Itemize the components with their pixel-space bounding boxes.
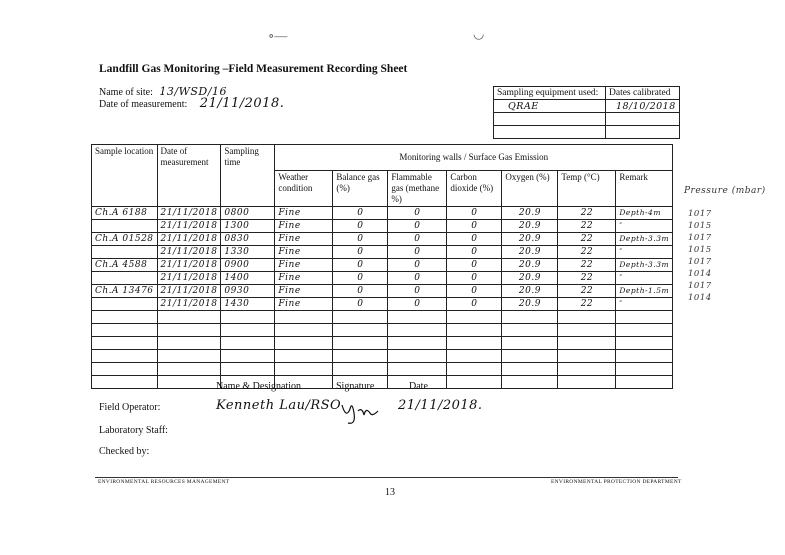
pressure-value: 1017 [688,257,712,267]
empty-cell [157,337,221,350]
empty-row [92,337,673,350]
cell-date: 21/11/2018 [157,246,221,259]
cell-time: 0830 [221,233,275,246]
header-temp: Temp (°C) [558,171,616,207]
pressure-value: 1017 [688,233,712,243]
cell-location [92,246,158,259]
cell-balance-gas: 0 [333,246,388,259]
cell-oxygen: 20.9 [502,298,558,311]
cell-oxygen: 20.9 [502,207,558,220]
cell-flammable-gas: 0 [388,285,447,298]
cell-remark: Depth-1.5m [616,285,673,298]
table-row [92,220,673,233]
empty-cell [388,350,447,363]
cell-time: 0930 [221,285,275,298]
cell-temp: 22 [558,259,616,272]
cell-time: 1430 [221,298,275,311]
empty-cell [221,350,275,363]
cell-time: 1300 [221,220,275,233]
cell-temp: 22 [558,246,616,259]
cell-weather: Fine [275,246,333,259]
site-value: 13/WSD/16 [159,85,227,98]
cell-weather: Fine [275,298,333,311]
cell-date: 21/11/2018 [157,233,221,246]
pressure-column [688,208,712,304]
empty-row [92,363,673,376]
laboratory-staff-label: Laboratory Staff: [99,425,168,436]
equipment-empty-cell [494,126,606,139]
header-remark: Remark [616,171,673,207]
name-designation-header: Name & Designation [216,381,301,392]
cell-temp: 22 [558,220,616,233]
empty-cell [388,311,447,324]
header-balance-gas: Balance gas (%) [333,171,388,207]
empty-cell [157,363,221,376]
empty-row [92,311,673,324]
empty-cell [558,324,616,337]
header-weather: Weather condition [275,171,333,207]
header-date-of-measurement: Date of measurement [157,145,221,207]
equipment-empty-cell [494,113,606,126]
empty-row [92,376,673,389]
cell-date: 21/11/2018 [157,220,221,233]
scan-mark-right: ◡ [473,26,485,41]
field-operator-label: Field Operator: [99,402,161,413]
empty-cell [333,363,388,376]
empty-cell [558,337,616,350]
empty-cell [92,363,158,376]
empty-cell [333,324,388,337]
cell-date: 21/11/2018 [157,285,221,298]
cell-date: 21/11/2018 [157,259,221,272]
pressure-value: 1015 [688,245,712,255]
empty-cell [502,324,558,337]
cell-oxygen: 20.9 [502,246,558,259]
signature-header: Signature [336,381,375,392]
header-oxygen: Oxygen (%) [502,171,558,207]
cell-date: 21/11/2018 [157,207,221,220]
cell-flammable-gas: 0 [388,259,447,272]
measurement-table [91,144,673,389]
empty-cell [92,311,158,324]
empty-cell [447,324,502,337]
footer-right: ENVIRONMENTAL PROTECTION DEPARTMENT [551,479,682,485]
empty-row [92,350,673,363]
cell-weather: Fine [275,285,333,298]
cell-carbon-dioxide: 0 [447,246,502,259]
header-carbon-dioxide: Carbon dioxide (%) [447,171,502,207]
empty-cell [502,311,558,324]
empty-cell [447,350,502,363]
cell-balance-gas: 0 [333,233,388,246]
field-operator-date: 21/11/2018. [398,398,483,413]
empty-cell [275,350,333,363]
cell-oxygen: 20.9 [502,220,558,233]
empty-cell [221,324,275,337]
cell-remark: ″ [616,246,673,259]
cell-weather: Fine [275,259,333,272]
empty-cell [388,324,447,337]
header-sample-location: Sample location [92,145,158,207]
calibrated-empty-cell [606,113,680,126]
cell-balance-gas: 0 [333,207,388,220]
cell-remark: ″ [616,272,673,285]
cell-carbon-dioxide: 0 [447,259,502,272]
cell-weather: Fine [275,272,333,285]
scan-mark-left: ∘— [268,28,288,43]
cell-flammable-gas: 0 [388,246,447,259]
empty-row [92,324,673,337]
cell-weather: Fine [275,220,333,233]
cell-carbon-dioxide: 0 [447,285,502,298]
cell-time: 1330 [221,246,275,259]
calibrated-value: 18/10/2018 [606,100,680,113]
pressure-value: 1014 [688,269,712,279]
cell-location: Ch.A 01528 [92,233,158,246]
equipment-header: Sampling equipment used: [494,87,606,100]
empty-cell [558,376,616,389]
cell-location [92,298,158,311]
empty-cell [502,337,558,350]
pressure-value: 1015 [688,221,712,231]
empty-cell [275,324,333,337]
header-flammable-gas: Flammable gas (methane %) [388,171,447,207]
empty-cell [92,350,158,363]
empty-cell [558,350,616,363]
cell-temp: 22 [558,298,616,311]
empty-cell [388,363,447,376]
table-row [92,233,673,246]
empty-cell [558,363,616,376]
pressure-value: 1017 [688,281,712,291]
cell-temp: 22 [558,285,616,298]
empty-cell [275,311,333,324]
date-value: 21/11/2018. [199,96,285,111]
empty-cell [447,376,502,389]
pressure-value: 1014 [688,293,712,303]
table-row [92,285,673,298]
cell-temp: 22 [558,233,616,246]
pressure-value: 1017 [688,209,712,219]
cell-flammable-gas: 0 [388,298,447,311]
cell-balance-gas: 0 [333,298,388,311]
document-title: Landfill Gas Monitoring –Field Measurement Recording Sheet [99,63,408,75]
header-monitoring-group: Monitoring walls / Surface Gas Emission [275,145,673,171]
date-label: Date of measurement: [99,99,188,110]
cell-temp: 22 [558,207,616,220]
table-row [92,259,673,272]
cell-remark: ″ [616,220,673,233]
empty-cell [616,337,673,350]
equipment-table [493,86,680,139]
cell-flammable-gas: 0 [388,272,447,285]
cell-flammable-gas: 0 [388,207,447,220]
empty-cell [616,376,673,389]
cell-remark: Depth-3.3m [616,259,673,272]
empty-cell [558,311,616,324]
empty-cell [333,350,388,363]
empty-cell [157,324,221,337]
empty-cell [92,337,158,350]
empty-cell [502,350,558,363]
cell-location: Ch.A 6188 [92,207,158,220]
page-number: 13 [385,487,395,498]
cell-remark: Depth-3.3m [616,233,673,246]
empty-cell [275,363,333,376]
empty-cell [447,337,502,350]
cell-remark: ″ [616,298,673,311]
calibrated-header: Dates calibrated [606,87,680,100]
date-row [99,96,284,111]
cell-oxygen: 20.9 [502,285,558,298]
header-sampling-time: Sampling time [221,145,275,207]
empty-cell [221,311,275,324]
empty-cell [616,324,673,337]
empty-cell [447,311,502,324]
empty-cell [157,350,221,363]
empty-cell [447,363,502,376]
empty-cell [221,337,275,350]
table-row [92,298,673,311]
site-label: Name of site: [99,87,153,98]
cell-time: 0800 [221,207,275,220]
cell-weather: Fine [275,207,333,220]
table-row [92,272,673,285]
cell-carbon-dioxide: 0 [447,272,502,285]
cell-location: Ch.A 4588 [92,259,158,272]
cell-time: 0900 [221,259,275,272]
table-row [92,207,673,220]
empty-cell [275,337,333,350]
cell-oxygen: 20.9 [502,272,558,285]
pressure-header-note: Pressure (mbar) [684,186,766,196]
field-operator-name: Kenneth Lau/RSO [216,398,342,413]
cell-balance-gas: 0 [333,259,388,272]
empty-cell [333,311,388,324]
footer-rule [95,477,678,478]
empty-cell [502,376,558,389]
empty-cell [616,350,673,363]
cell-balance-gas: 0 [333,285,388,298]
empty-cell [157,311,221,324]
empty-cell [616,363,673,376]
cell-date: 21/11/2018 [157,272,221,285]
empty-cell [333,337,388,350]
equipment-value: QRAE [494,100,606,113]
empty-cell [157,376,221,389]
cell-carbon-dioxide: 0 [447,298,502,311]
empty-cell [221,363,275,376]
cell-remark: Depth-4m [616,207,673,220]
cell-flammable-gas: 0 [388,220,447,233]
empty-cell [92,376,158,389]
checked-by-label: Checked by: [99,446,150,457]
cell-flammable-gas: 0 [388,233,447,246]
cell-location: Ch.A 13476 [92,285,158,298]
cell-oxygen: 20.9 [502,259,558,272]
table-row [92,246,673,259]
field-operator-signature [338,397,382,427]
cell-balance-gas: 0 [333,220,388,233]
cell-carbon-dioxide: 0 [447,207,502,220]
empty-cell [616,311,673,324]
cell-oxygen: 20.9 [502,233,558,246]
cell-carbon-dioxide: 0 [447,220,502,233]
cell-temp: 22 [558,272,616,285]
cell-weather: Fine [275,233,333,246]
empty-cell [388,337,447,350]
cell-location [92,220,158,233]
cell-balance-gas: 0 [333,272,388,285]
date-header: Date [409,381,428,392]
cell-location [92,272,158,285]
empty-cell [502,363,558,376]
calibrated-empty-cell [606,126,680,139]
empty-cell [92,324,158,337]
cell-time: 1400 [221,272,275,285]
footer-left: ENVIRONMENTAL RESOURCES MANAGEMENT [98,479,230,485]
cell-carbon-dioxide: 0 [447,233,502,246]
cell-date: 21/11/2018 [157,298,221,311]
